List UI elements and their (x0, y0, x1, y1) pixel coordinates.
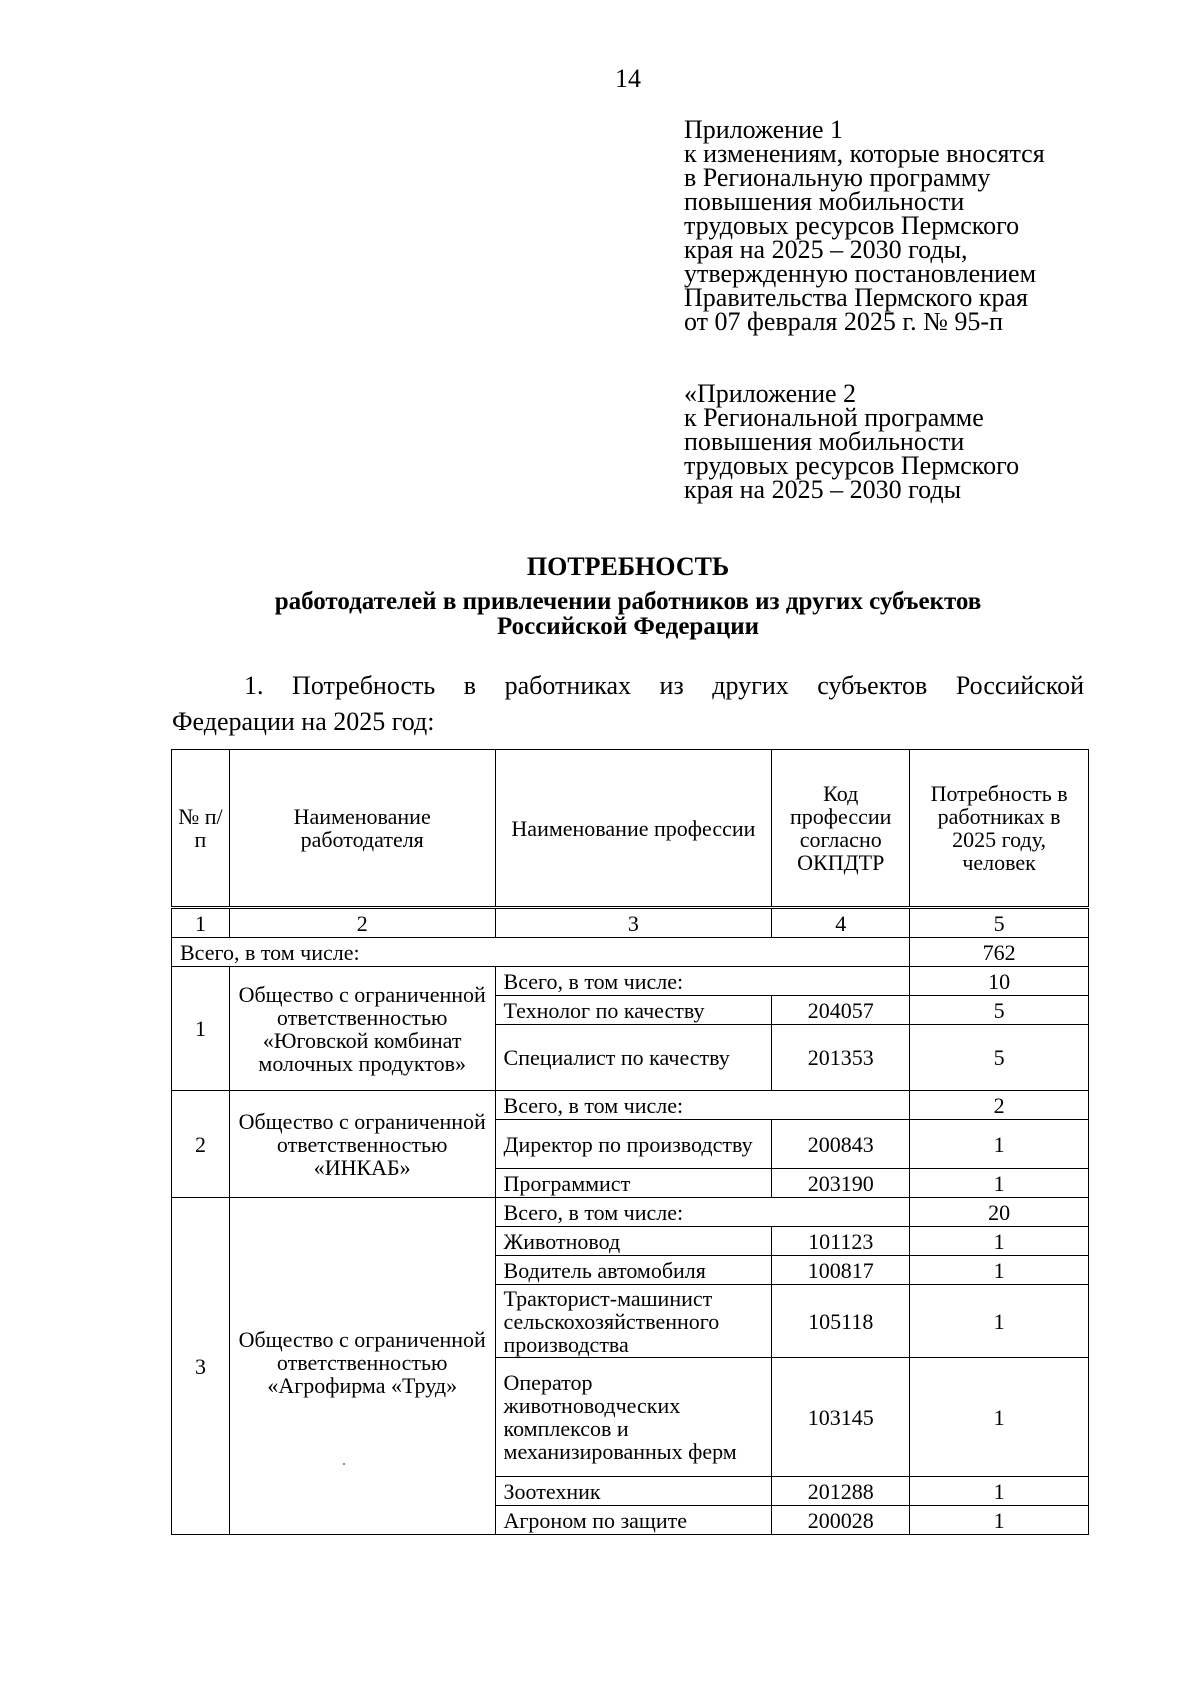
profession-need: 1 (910, 1285, 1089, 1358)
table-header-row (172, 750, 1089, 908)
profession-name: Зоотехник (495, 1477, 772, 1506)
scan-speck (343, 1463, 345, 1465)
annex-2-header (684, 379, 1020, 504)
column-number: 5 (910, 908, 1089, 938)
document-subtitle (0, 589, 1200, 639)
profession-name: Специалист по качеству (495, 1025, 772, 1091)
profession-need: 5 (910, 1025, 1089, 1091)
annex-2-line: к Региональной программе (684, 403, 984, 432)
profession-name: Животновод (495, 1227, 772, 1256)
demand-table (171, 749, 1089, 1535)
employer-number: 3 (172, 1198, 230, 1535)
annex-2-line: края на 2025 – 2030 годы (684, 475, 962, 504)
annex-1-line: утвержденную постановлением (684, 259, 1037, 288)
profession-need: 5 (910, 996, 1089, 1025)
annex-1-line: Приложение 1 (684, 115, 844, 144)
page-number: 14 (615, 64, 641, 93)
profession-name: Технолог по качеству (495, 996, 772, 1025)
profession-code: 200028 (772, 1506, 910, 1535)
profession-name: Оператор животноводческих комплексов и механизированных ферм (495, 1358, 772, 1477)
employer-subtotal-row (172, 1091, 1089, 1120)
profession-code: 200843 (772, 1120, 910, 1169)
employer-number: 2 (172, 1091, 230, 1198)
employer-subtotal-row (172, 967, 1089, 996)
header-need: Потребность в работниках в 2025 году, человек (910, 750, 1089, 908)
header-code: Код профессии согласно ОКПДТР (772, 750, 910, 908)
profession-name: Водитель автомобиля (495, 1256, 772, 1285)
subtotal-value: 2 (910, 1091, 1089, 1120)
profession-code: 203190 (772, 1169, 910, 1198)
grand-total-label: Всего, в том числе: (172, 938, 910, 967)
document-title: ПОТРЕБНОСТЬ (526, 552, 730, 581)
section-paragraph-line: 1. Потребность в работниках из других субъектов Российской (244, 671, 1084, 700)
column-number: 3 (495, 908, 772, 938)
profession-code: 201353 (772, 1025, 910, 1091)
employer-name: Общество с ограниченной ответственностью «Юговской комбинат молочных продуктов» (229, 967, 495, 1091)
annex-2-line: трудовых ресурсов Пермского (684, 451, 1020, 480)
subtotal-label: Всего, в том числе: (495, 1091, 910, 1120)
annex-1-line: края на 2025 – 2030 годы, (684, 235, 968, 264)
subtotal-label: Всего, в том числе: (495, 967, 910, 996)
profession-need: 1 (910, 1256, 1089, 1285)
employer-number: 1 (172, 967, 230, 1091)
subtotal-label: Всего, в том числе: (495, 1198, 910, 1227)
profession-need: 1 (910, 1358, 1089, 1477)
grand-total-value: 762 (910, 938, 1089, 967)
annex-1-line: в Региональную программу (684, 163, 991, 192)
column-number: 1 (172, 908, 230, 938)
subtitle-line: Российской Федерации (496, 613, 760, 640)
section-paragraph-line: Федерации на 2025 год: (172, 707, 435, 736)
annex-1-line: повышения мобильности (684, 187, 965, 216)
profession-need: 1 (910, 1169, 1089, 1198)
profession-name: Программист (495, 1169, 772, 1198)
profession-code: 103145 (772, 1358, 910, 1477)
profession-code: 105118 (772, 1285, 910, 1358)
profession-code: 201288 (772, 1477, 910, 1506)
profession-need: 1 (910, 1506, 1089, 1535)
annex-2-line: повышения мобильности (684, 427, 965, 456)
employer-name: Общество с ограниченной ответственностью «ИНКАБ» (229, 1091, 495, 1198)
profession-code: 100817 (772, 1256, 910, 1285)
annex-1-line: от 07 февраля 2025 г. № 95-п (684, 307, 1003, 336)
annex-2-line: «Приложение 2 (684, 379, 857, 408)
column-number-row (172, 908, 1089, 938)
profession-name: Тракторист-машинист сельскохозяйственного производства (495, 1285, 772, 1358)
employer-subtotal-row (172, 1198, 1089, 1227)
header-profession: Наименование профессии (495, 750, 772, 908)
profession-need: 1 (910, 1477, 1089, 1506)
subtitle-line: работодателей в привлечении работников из других субъектов (274, 588, 982, 615)
profession-need: 1 (910, 1120, 1089, 1169)
profession-need: 1 (910, 1227, 1089, 1256)
grand-total-row (172, 938, 1089, 967)
subtotal-value: 10 (910, 967, 1089, 996)
profession-name: Директор по производству (495, 1120, 772, 1169)
header-num: № п/п (172, 750, 230, 908)
annex-1-line: Правительства Пермского края (684, 283, 1028, 312)
profession-name: Агроном по защите (495, 1506, 772, 1535)
annex-1-line: трудовых ресурсов Пермского (684, 211, 1020, 240)
subtotal-value: 20 (910, 1198, 1089, 1227)
profession-code: 204057 (772, 996, 910, 1025)
annex-1-header (684, 115, 1045, 336)
header-employer: Наименование работодателя (229, 750, 495, 908)
column-number: 2 (229, 908, 495, 938)
profession-code: 101123 (772, 1227, 910, 1256)
column-number: 4 (772, 908, 910, 938)
annex-1-line: к изменениям, которые вносятся (684, 139, 1045, 168)
employer-name: Общество с ограниченной ответственностью «Агрофирма «Труд» (229, 1198, 495, 1535)
